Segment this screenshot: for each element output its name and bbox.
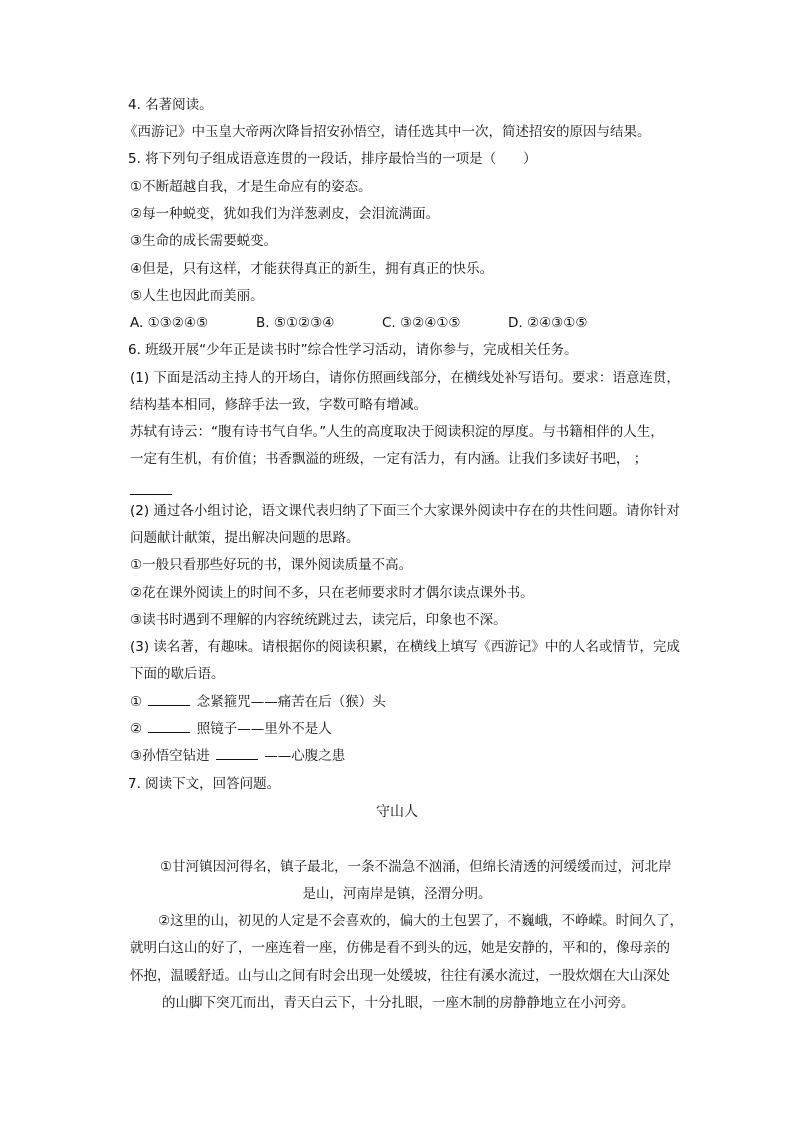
q5-heading: 5. 将下列句子组成语意连贯的一段话，排序最恰当的一项是（ ） [128,151,537,167]
xiehouyu-1-blank[interactable] [148,693,190,706]
answer-blank-line[interactable] [130,494,172,495]
q5-option-d: D. ②④③①⑤ [508,315,588,331]
q7-heading: 7. 阅读下文，回答问题。 [128,776,281,792]
q6-part2-line1: (2) 通过各小组讨论，语文课代表归纳了下面三个大家课外阅读中存在的共性问题。请你针对 [130,503,680,519]
passage-para1-line2: 是山，河南岸是镇，泾渭分明。 [302,886,492,902]
q6-part2-problem-1: ①一般只看那些好玩的书，课外阅读质量不高。 [130,557,413,573]
q6-part3-line2: 下面的歇后语。 [130,666,225,682]
passage-title: 守山人 [376,804,418,820]
passage-para2-line4: 的山脚下突兀而出，青天白云下，十分扎眼，一座木制的房静静地立在小河旁。 [162,995,635,1011]
q6-part1-line1: (1) 下面是活动主持人的开场白，请你仿照画线部分，在横线处补写语句。要求：语意连贯， [130,370,680,386]
q4-heading: 4. 名著阅读。 [128,97,213,113]
q5-option-a: A. ①③②④⑤ [130,315,209,331]
passage-para2-line3: 怀抱，温暖舒适。山与山之间有时会出现一处缓坡，往往有溪水流过，一股炊烟在大山深处 [130,968,670,984]
xiehouyu-3-blank[interactable] [216,747,258,760]
q5-sentence-2: ②每一种蜕变，犹如我们为洋葱剥皮，会泪流满面。 [130,206,440,222]
q6-part1-line3: 苏轼有诗云：“腹有诗书气自华。”人生的高度取决于阅读积淀的厚度。与书籍相伴的人生， [130,424,664,440]
passage-para2-line2: 就明白这山的好了，一座连着一座，仿佛是看不到头的远，她是安静的，平和的，像母亲的 [130,940,670,956]
xiehouyu-2-blank[interactable] [148,720,190,733]
q6-part1-line4: 一定有生机，有价值；书香飘溢的班级，一定有活力，有内涵。让我们多读好书吧， ； [130,451,648,467]
q5-sentence-5: ⑤人生也因此而美丽。 [130,288,264,304]
xiehouyu-3 [130,746,345,766]
xiehouyu-2 [130,719,332,739]
q6-part2-problem-3: ③读书时遇到不理解的内容统统跳过去，读完后，印象也不深。 [130,612,507,628]
q5-option-c: C. ③②④①⑤ [382,315,461,331]
passage-para2-line1: ②这里的山，初见的人定是不会喜欢的，偏大的土包罢了，不巍峨，不峥嵘。时间久了， [158,913,684,929]
q4-text: 《西游记》中玉皇大帝两次降旨招安孙悟空，请任选其中一次，简述招安的原因与结果。 [124,124,651,140]
q6-part2-problem-2: ②花在课外阅读上的时间不多，只在老师要求时才偶尔读点课外书。 [130,585,534,601]
q6-heading: 6. 班级开展“少年正是读书时”综合性学习活动，请你参与，完成相关任务。 [128,342,578,358]
xiehouyu-3-prefix: ③孙悟空钻进 [130,748,210,764]
xiehouyu-1 [130,692,386,712]
q5-option-b: B. ⑤①②③④ [256,315,335,331]
xiehouyu-3-text: ——心腹之患 [264,748,346,764]
xiehouyu-2-text: 照镜子——里外不是人 [196,721,332,737]
xiehouyu-2-prefix: ② [130,721,143,737]
q5-sentence-1: ①不断超越自我，才是生命应有的姿态。 [130,179,372,195]
q5-sentence-3: ③生命的成长需要蜕变。 [130,233,278,249]
q5-sentence-4: ④但是，只有这样，才能获得真正的新生，拥有真正的快乐。 [130,261,494,277]
q6-part3-line1: (3) 读名著，有趣味。请根据你的阅读积累，在横线上填写《西游记》中的人名或情节，完成 [130,639,680,655]
xiehouyu-1-prefix: ① [130,694,143,710]
passage-para1-line1: ①甘河镇因河得名，镇子最北，一条不湍急不汹涌，但绵长清透的河缓缓而过，河北岸 [160,859,672,875]
q6-part1-line2: 结构基本相同，修辞手法一致，字数可略有增减。 [130,397,427,413]
q6-part2-line2: 问题献计献策，提出解决问题的思路。 [130,530,360,546]
xiehouyu-1-text: 念紧箍咒——痛苦在后（猴）头 [196,694,386,710]
